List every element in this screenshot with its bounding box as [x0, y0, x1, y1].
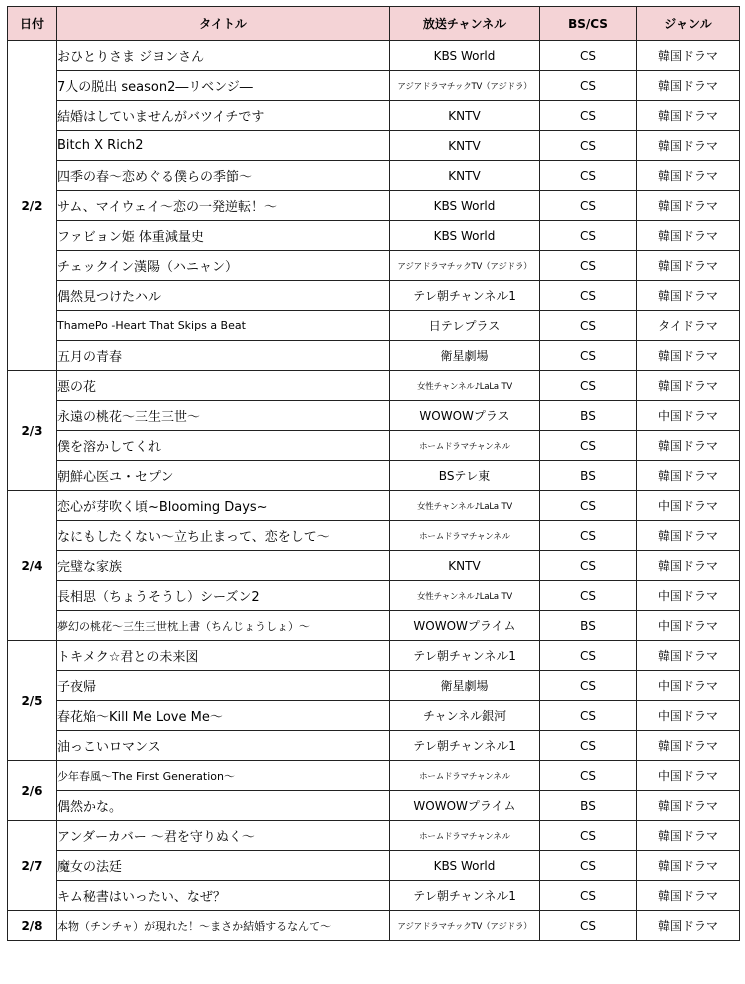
bscs-cell: CS: [540, 101, 637, 131]
bscs-cell: CS: [540, 371, 637, 401]
title-cell: 完璧な家族: [57, 551, 390, 581]
channel-cell: テレ朝チャンネル1: [390, 881, 540, 911]
genre-cell: 韓国ドラマ: [637, 371, 740, 401]
genre-cell: 韓国ドラマ: [637, 911, 740, 941]
bscs-cell: BS: [540, 401, 637, 431]
title-cell: 五月の青春: [57, 341, 390, 371]
title-cell: キム秘書はいったい、なぜ？: [57, 881, 390, 911]
bscs-cell: CS: [540, 131, 637, 161]
bscs-cell: CS: [540, 191, 637, 221]
title-cell: 偶然かな。: [57, 791, 390, 821]
channel-cell: ホームドラマチャンネル: [390, 761, 540, 791]
header-genre: ジャンル: [637, 7, 740, 41]
table-row: [8, 821, 740, 851]
genre-cell: 中国ドラマ: [637, 401, 740, 431]
bscs-cell: CS: [540, 281, 637, 311]
channel-cell: KNTV: [390, 551, 540, 581]
channel-cell: KNTV: [390, 161, 540, 191]
date-cell: 2/4: [8, 491, 57, 641]
table-row: [8, 41, 740, 71]
channel-cell: KBS World: [390, 191, 540, 221]
title-cell: 偶然見つけたハル: [57, 281, 390, 311]
table-row: [8, 461, 740, 491]
channel-cell: KBS World: [390, 851, 540, 881]
genre-cell: 韓国ドラマ: [637, 551, 740, 581]
bscs-cell: CS: [540, 521, 637, 551]
genre-cell: 韓国ドラマ: [637, 791, 740, 821]
bscs-cell: CS: [540, 731, 637, 761]
bscs-cell: CS: [540, 251, 637, 281]
channel-cell: WOWOWプライム: [390, 611, 540, 641]
genre-cell: 韓国ドラマ: [637, 161, 740, 191]
schedule-body: [8, 41, 740, 941]
title-cell: 僕を溶かしてくれ: [57, 431, 390, 461]
genre-cell: 中国ドラマ: [637, 701, 740, 731]
genre-cell: 中国ドラマ: [637, 491, 740, 521]
genre-cell: 韓国ドラマ: [637, 341, 740, 371]
channel-cell: BSテレ東: [390, 461, 540, 491]
genre-cell: 韓国ドラマ: [637, 191, 740, 221]
channel-cell: KBS World: [390, 221, 540, 251]
table-row: [8, 221, 740, 251]
title-cell: 本物（チンチャ）が現れた！～まさか結婚するなんて～: [57, 911, 390, 941]
bscs-cell: CS: [540, 431, 637, 461]
title-cell: トキメク☆君との未来図: [57, 641, 390, 671]
bscs-cell: BS: [540, 611, 637, 641]
channel-cell: ホームドラマチャンネル: [390, 521, 540, 551]
title-cell: なにもしたくない～立ち止まって、恋をして～: [57, 521, 390, 551]
title-cell: 少年春風～The First Generation～: [57, 761, 390, 791]
title-cell: 恋心が芽吹く頃~Blooming Days~: [57, 491, 390, 521]
bscs-cell: CS: [540, 551, 637, 581]
date-cell: 2/8: [8, 911, 57, 941]
table-row: [8, 311, 740, 341]
title-cell: 魔女の法廷: [57, 851, 390, 881]
genre-cell: 韓国ドラマ: [637, 71, 740, 101]
bscs-cell: CS: [540, 821, 637, 851]
header-channel: 放送チャンネル: [390, 7, 540, 41]
bscs-cell: CS: [540, 701, 637, 731]
schedule-table: [7, 6, 740, 941]
bscs-cell: CS: [540, 341, 637, 371]
channel-cell: KBS World: [390, 41, 540, 71]
date-cell: 2/2: [8, 41, 57, 371]
bscs-cell: CS: [540, 161, 637, 191]
bscs-cell: CS: [540, 671, 637, 701]
title-cell: 夢幻の桃花～三生三世枕上書（ちんじょうしょ）～: [57, 611, 390, 641]
genre-cell: 韓国ドラマ: [637, 101, 740, 131]
genre-cell: 中国ドラマ: [637, 761, 740, 791]
genre-cell: 韓国ドラマ: [637, 461, 740, 491]
title-cell: 四季の春～恋めぐる僕らの季節～: [57, 161, 390, 191]
table-row: [8, 791, 740, 821]
genre-cell: 韓国ドラマ: [637, 521, 740, 551]
title-cell: 結婚はしていませんがバツイチです: [57, 101, 390, 131]
title-cell: ThamePo -Heart That Skips a Beat: [57, 311, 390, 341]
table-row: [8, 911, 740, 941]
title-cell: アンダーカバー ～君を守りぬく～: [57, 821, 390, 851]
genre-cell: 韓国ドラマ: [637, 851, 740, 881]
header-title: タイトル: [57, 7, 390, 41]
channel-cell: ホームドラマチャンネル: [390, 431, 540, 461]
channel-cell: 女性チャンネル♪LaLa TV: [390, 581, 540, 611]
table-row: [8, 131, 740, 161]
channel-cell: アジアドラマチックTV（アジドラ）: [390, 71, 540, 101]
bscs-cell: CS: [540, 851, 637, 881]
genre-cell: 韓国ドラマ: [637, 221, 740, 251]
bscs-cell: CS: [540, 881, 637, 911]
table-row: [8, 611, 740, 641]
header-bscs: BS/CS: [540, 7, 637, 41]
channel-cell: KNTV: [390, 131, 540, 161]
bscs-cell: CS: [540, 491, 637, 521]
date-cell: 2/7: [8, 821, 57, 911]
title-cell: Bitch X Rich2: [57, 131, 390, 161]
channel-cell: テレ朝チャンネル1: [390, 281, 540, 311]
title-cell: 子夜帰: [57, 671, 390, 701]
bscs-cell: CS: [540, 911, 637, 941]
title-cell: 春花焔～Kill Me Love Me～: [57, 701, 390, 731]
table-row: [8, 281, 740, 311]
table-row: [8, 641, 740, 671]
table-row: [8, 851, 740, 881]
table-row: [8, 581, 740, 611]
table-row: [8, 671, 740, 701]
header-date: 日付: [8, 7, 57, 41]
channel-cell: 女性チャンネル♪LaLa TV: [390, 371, 540, 401]
table-row: [8, 341, 740, 371]
table-row: [8, 101, 740, 131]
table-row: [8, 191, 740, 221]
channel-cell: WOWOWプラス: [390, 401, 540, 431]
bscs-cell: CS: [540, 71, 637, 101]
channel-cell: チャンネル銀河: [390, 701, 540, 731]
bscs-cell: CS: [540, 761, 637, 791]
title-cell: 油っこいロマンス: [57, 731, 390, 761]
genre-cell: 韓国ドラマ: [637, 251, 740, 281]
genre-cell: 韓国ドラマ: [637, 431, 740, 461]
bscs-cell: CS: [540, 641, 637, 671]
table-row: [8, 161, 740, 191]
title-cell: おひとりさま ジヨンさん: [57, 41, 390, 71]
channel-cell: ホームドラマチャンネル: [390, 821, 540, 851]
title-cell: ファビョン姫 体重減量史: [57, 221, 390, 251]
genre-cell: タイドラマ: [637, 311, 740, 341]
table-row: [8, 251, 740, 281]
table-row: [8, 371, 740, 401]
channel-cell: KNTV: [390, 101, 540, 131]
channel-cell: 女性チャンネル♪LaLa TV: [390, 491, 540, 521]
header-row: [8, 7, 740, 41]
title-cell: 長相思（ちょうそうし）シーズン2: [57, 581, 390, 611]
title-cell: 悪の花: [57, 371, 390, 401]
title-cell: 永遠の桃花～三生三世～: [57, 401, 390, 431]
table-row: [8, 551, 740, 581]
channel-cell: 衛星劇場: [390, 671, 540, 701]
bscs-cell: BS: [540, 791, 637, 821]
bscs-cell: CS: [540, 311, 637, 341]
genre-cell: 中国ドラマ: [637, 581, 740, 611]
table-row: [8, 731, 740, 761]
table-row: [8, 491, 740, 521]
table-row: [8, 521, 740, 551]
channel-cell: WOWOWプライム: [390, 791, 540, 821]
bscs-cell: CS: [540, 581, 637, 611]
genre-cell: 韓国ドラマ: [637, 281, 740, 311]
genre-cell: 韓国ドラマ: [637, 881, 740, 911]
genre-cell: 韓国ドラマ: [637, 41, 740, 71]
date-cell: 2/3: [8, 371, 57, 491]
bscs-cell: BS: [540, 461, 637, 491]
table-row: [8, 701, 740, 731]
title-cell: サム、マイウェイ～恋の一発逆転！～: [57, 191, 390, 221]
genre-cell: 韓国ドラマ: [637, 131, 740, 161]
genre-cell: 中国ドラマ: [637, 671, 740, 701]
table-row: [8, 761, 740, 791]
genre-cell: 中国ドラマ: [637, 611, 740, 641]
genre-cell: 韓国ドラマ: [637, 821, 740, 851]
channel-cell: テレ朝チャンネル1: [390, 641, 540, 671]
title-cell: 7人の脱出 season2―リベンジ―: [57, 71, 390, 101]
channel-cell: アジアドラマチックTV（アジドラ）: [390, 911, 540, 941]
date-cell: 2/6: [8, 761, 57, 821]
table-row: [8, 401, 740, 431]
bscs-cell: CS: [540, 41, 637, 71]
channel-cell: アジアドラマチックTV（アジドラ）: [390, 251, 540, 281]
date-cell: 2/5: [8, 641, 57, 761]
bscs-cell: CS: [540, 221, 637, 251]
table-row: [8, 71, 740, 101]
table-row: [8, 431, 740, 461]
genre-cell: 韓国ドラマ: [637, 731, 740, 761]
channel-cell: テレ朝チャンネル1: [390, 731, 540, 761]
channel-cell: 日テレプラス: [390, 311, 540, 341]
genre-cell: 韓国ドラマ: [637, 641, 740, 671]
title-cell: チェックイン漢陽（ハニャン）: [57, 251, 390, 281]
channel-cell: 衛星劇場: [390, 341, 540, 371]
title-cell: 朝鮮心医ユ・セプン: [57, 461, 390, 491]
table-row: [8, 881, 740, 911]
